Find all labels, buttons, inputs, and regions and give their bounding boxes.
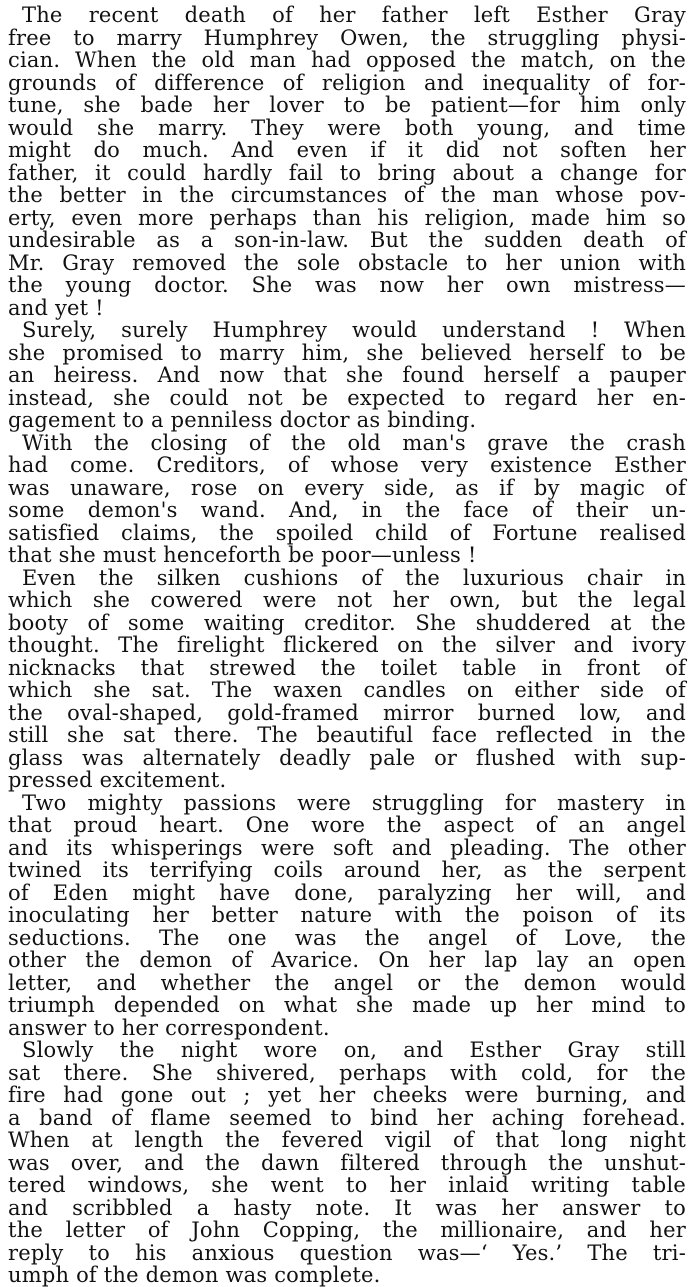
text-line: reply to his anxious question was—‘ Yes.’ The tri-	[8, 1240, 686, 1265]
article-column	[8, 4, 686, 1287]
text-line: she promised to marry him, she believed herself to be	[8, 340, 686, 365]
text-line: that she must henceforth be poor—unless !	[8, 543, 477, 567]
text-line: fire had gone out ; yet her cheeks were burning, and	[8, 1083, 686, 1107]
text-line: might do much. And even if it did not soften her	[8, 138, 686, 162]
text-line: cian. When the old man had opposed the match, on the	[8, 48, 686, 72]
text-line: Slowly the night wore on, and Esther Gray still	[22, 1038, 686, 1062]
text-line: Two mighty passions were struggling for mastery in	[22, 790, 686, 815]
paragraph	[8, 319, 686, 432]
text-line: which she cowered were not her own, but the legal	[8, 588, 686, 612]
text-line: triumph depended on what she made up her mind to	[8, 993, 686, 1017]
text-line: tered windows, she went to her inlaid writing table	[8, 1173, 686, 1197]
text-line: erty, even more perhaps than his religion, made him so	[8, 205, 686, 230]
text-line: was unaware, rose on every side, as if by magic of	[8, 475, 686, 500]
text-line: was over, and the dawn filtered through the unshut-	[8, 1150, 686, 1175]
text-line: still she sat there. The beautiful face reflected in the	[8, 723, 686, 747]
text-line: answer to her correspondent.	[8, 1015, 330, 1040]
text-line: a band of flame seemed to bind her aching forehead.	[8, 1105, 686, 1130]
paragraph	[8, 432, 686, 567]
text-line: Mr. Gray removed the sole obstacle to her union with	[8, 250, 686, 275]
text-line: pressed excitement.	[8, 768, 227, 792]
paragraph	[8, 567, 686, 792]
text-line: Surely, surely Humphrey would understand ! When	[22, 318, 686, 342]
paragraph	[8, 792, 686, 1040]
text-line: glass was alternately deadly pale or flushed with sup-	[8, 745, 686, 770]
text-line: seductions. The one was the angel of Love, the	[8, 925, 686, 950]
text-line: undesirable as a son-in-law. But the sudden death of	[8, 228, 686, 252]
text-line: The recent death of her father left Esther Gray	[22, 3, 686, 27]
text-line: the letter of John Copping, the millionaire, and her	[8, 1218, 686, 1242]
text-line: the better in the circumstances of the man whose pov-	[8, 183, 686, 207]
text-line: free to marry Humphrey Owen, the struggling physi-	[8, 25, 686, 50]
text-line: sat there. She shivered, perhaps with cold, for the	[8, 1060, 686, 1085]
paragraph	[8, 1039, 686, 1287]
text-line: twined its terrifying coils around her, as the serpent	[8, 858, 686, 882]
text-line: inoculating her better nature with the poison of its	[8, 903, 686, 927]
paragraph	[8, 4, 686, 319]
text-line: an heiress. And now that she found herself a pauper	[8, 363, 686, 387]
text-line: and its whisperings were soft and pleading. The other	[8, 835, 686, 860]
text-line: would she marry. They were both young, and time	[8, 115, 686, 140]
text-line: nicknacks that strewed the toilet table in front of	[8, 655, 686, 680]
text-line: had come. Creditors, of whose very existence Esther	[8, 453, 686, 477]
text-line: booty of some waiting creditor. She shuddered at the	[8, 610, 686, 635]
text-line: other the demon of Avarice. On her lap lay an open	[8, 948, 686, 972]
text-line: grounds of difference of religion and inequality of for-	[8, 70, 686, 95]
text-line: some demon's wand. And, in the face of their un-	[8, 498, 686, 522]
text-line: of Eden might have done, paralyzing her will, and	[8, 880, 686, 905]
text-line: tune, she bade her lover to be patient—for him only	[8, 93, 686, 117]
text-line: the young doctor. She was now her own mistress—	[8, 273, 686, 297]
text-line: and scribbled a hasty note. It was her answer to	[8, 1195, 686, 1220]
text-line: When at length the fevered vigil of that long night	[8, 1128, 686, 1152]
text-line: which she sat. The waxen candles on either side of	[8, 678, 686, 702]
text-line: letter, and whether the angel or the demon would	[8, 970, 686, 995]
text-line: Even the silken cushions of the luxurious chair in	[22, 565, 686, 590]
text-line: satisfied claims, the spoiled child of Fortune realised	[8, 520, 686, 545]
text-line: umph of the demon was complete.	[8, 1263, 381, 1287]
text-line: the oval-shaped, gold-framed mirror burned low, and	[8, 700, 686, 725]
text-line: thought. The firelight flickered on the silver and ivory	[8, 633, 686, 657]
text-line: father, it could hardly fail to bring about a change for	[8, 160, 686, 185]
text-line: and yet !	[8, 295, 104, 320]
text-line: instead, she could not be expected to regard her en-	[8, 385, 686, 410]
text-line: that proud heart. One wore the aspect of an angel	[8, 813, 686, 837]
text-line: gagement to a penniless doctor as binding.	[8, 408, 477, 432]
text-line: With the closing of the old man's grave the crash	[22, 430, 686, 455]
